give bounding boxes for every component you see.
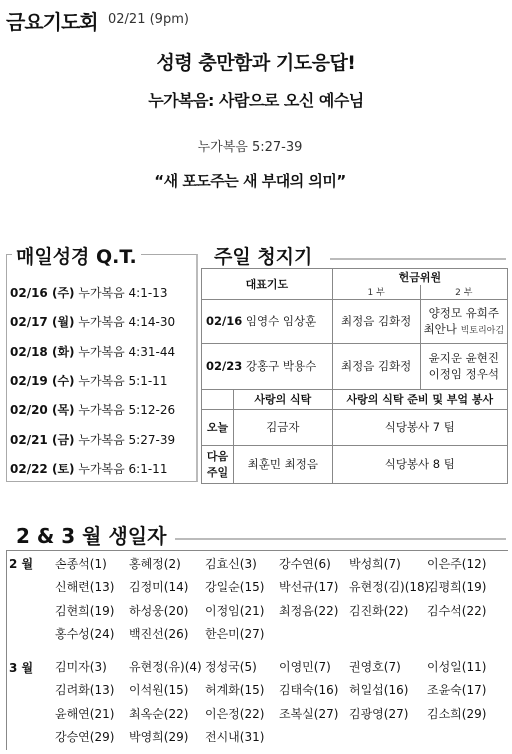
row-date: 02/23	[206, 359, 243, 373]
second-names-b: 이정임 정우석	[428, 367, 499, 381]
love-table-header: 사랑의 식탁	[234, 389, 333, 409]
birthday-name: 이석원(15)	[129, 683, 189, 698]
birthday-name: 윤해연(21)	[55, 706, 115, 721]
feb-label: 2 월	[9, 557, 34, 571]
mar-label: 3 월	[9, 661, 34, 675]
table-row	[202, 299, 333, 343]
sermon-quote: “새 포도주는 새 부대의 의미”	[154, 172, 346, 190]
divider	[175, 538, 506, 540]
birthday-name: 이정임(21)	[205, 603, 265, 618]
birthday-name: 하성웅(20)	[129, 603, 189, 618]
qt-passage: 누가복음 4:31-44	[78, 344, 176, 359]
birthday-name: 신해련(13)	[55, 580, 115, 595]
birthday-name: 조윤숙(17)	[427, 683, 487, 698]
second-service-names	[420, 343, 507, 389]
prayer-header: 대표기도	[202, 269, 333, 300]
birthday-name: 박영희(29)	[129, 729, 189, 744]
birthday-name: 김평희(19)	[427, 580, 487, 595]
birthday-name: 김태숙(16)	[279, 683, 339, 698]
qt-passage: 누가복음 5:27-39	[78, 432, 176, 447]
birthday-name: 홍혜정(2)	[129, 557, 181, 571]
empty-cell	[202, 389, 234, 409]
qt-passage: 누가복음 4:14-30	[78, 315, 176, 330]
birthday-name: 허일섭(16)	[349, 683, 409, 698]
today-name: 김금자	[234, 409, 333, 445]
birthday-name: 이성일(11)	[427, 660, 487, 674]
sermon-title: 성령 충만함과 기도응답!	[156, 52, 356, 74]
birthday-name: 김효신(3)	[205, 557, 257, 571]
birthday-name: 이영민(7)	[279, 660, 331, 674]
birthday-name: 유현정(유)(4)	[129, 660, 202, 674]
birthday-name: 허계화(15)	[205, 683, 265, 698]
birthday-name: 김려화(13)	[55, 683, 115, 698]
qt-passage: 누가복음 5:12-26	[78, 403, 176, 418]
birthday-name: 김소희(29)	[427, 706, 487, 721]
birthday-name: 김미자(3)	[55, 660, 107, 674]
next-name: 최훈민 최정음	[234, 445, 333, 483]
birthday-name: 권영호(7)	[349, 660, 401, 674]
birthday-name: 김진화(22)	[349, 603, 409, 618]
next-sunday-label	[202, 445, 234, 483]
birthday-name: 홍수성(24)	[55, 626, 115, 641]
qt-passage: 누가복음 5:1-11	[78, 373, 168, 388]
second-names-a: 양정모 유희주	[428, 306, 499, 320]
page-title: 금요기도회	[6, 10, 98, 34]
qt-row	[10, 313, 175, 330]
birthday-title: 2 & 3 월 생일자	[16, 524, 167, 548]
second-service-names	[420, 299, 507, 343]
birthday-name: 김현희(19)	[55, 603, 115, 618]
birthday-name: 한은미(27)	[205, 626, 265, 641]
birthday-name: 박선규(17)	[279, 580, 339, 595]
birthday-name: 손종석(1)	[55, 557, 107, 571]
birthday-name: 전시내(31)	[205, 729, 265, 744]
prayer-names: 임영수 임상훈	[245, 314, 317, 328]
first-service-names: 최정음 김화정	[332, 299, 420, 343]
qt-row	[10, 401, 175, 418]
birthday-name: 최정음(22)	[279, 603, 339, 618]
qt-row	[10, 372, 167, 389]
birthday-name: 유현정(김)(18)	[349, 580, 430, 595]
birthday-name: 조복실(27)	[279, 706, 339, 721]
qt-title: 매일성경 Q.T.	[12, 242, 141, 269]
qt-passage: 누가복음 6:1-11	[78, 461, 168, 476]
next-label-b: 주일	[206, 466, 229, 479]
qt-date: 02/20 (목)	[10, 403, 75, 418]
birthday-name: 박성희(7)	[349, 557, 401, 571]
qt-date: 02/18 (화)	[10, 344, 75, 359]
birthday-name: 이은정(22)	[205, 706, 265, 721]
birthday-name: 김정미(14)	[129, 580, 189, 595]
birthday-name: 김수석(22)	[427, 603, 487, 618]
second-service-label: 2 부	[420, 285, 507, 299]
birthday-box	[6, 550, 508, 750]
sermon-series: 누가복음: 사람으로 오신 예수님	[148, 91, 364, 110]
qt-row	[10, 460, 167, 477]
first-service-names: 최정음 김화정	[332, 343, 420, 389]
row-date: 02/16	[206, 314, 243, 328]
next-label-a: 다음	[206, 450, 229, 463]
qt-date: 02/19 (수)	[10, 373, 75, 388]
prayer-names: 강홍구 박용수	[245, 359, 317, 373]
divider	[330, 258, 506, 260]
service-date: 02/21 (9pm)	[108, 12, 189, 27]
first-service-label: 1 부	[332, 285, 420, 299]
birthday-name: 김광영(27)	[349, 706, 409, 721]
qt-row	[10, 343, 175, 360]
birthday-name: 강일순(15)	[205, 580, 265, 595]
birthday-name: 강수연(6)	[279, 557, 331, 571]
qt-date: 02/21 (금)	[10, 432, 75, 447]
birthday-name: 백진선(26)	[129, 626, 189, 641]
scripture-reference: 누가복음 5:27-39	[197, 140, 303, 155]
second-names-note: 빅토리아김	[460, 326, 505, 336]
sunday-title: 주일 청지기	[210, 242, 316, 269]
today-team: 식당봉사 7 팀	[332, 409, 507, 445]
qt-date: 02/22 (토)	[10, 461, 75, 476]
qt-row	[10, 284, 167, 301]
kitchen-header: 사랑의 식탁 준비 및 부엌 봉사	[332, 389, 507, 409]
birthday-name: 이은주(12)	[427, 557, 487, 571]
qt-date: 02/16 (주)	[10, 286, 75, 300]
qt-row	[10, 431, 175, 448]
qt-passage: 누가복음 4:1-13	[78, 286, 168, 300]
birthday-name: 정성국(5)	[205, 660, 257, 674]
birthday-name: 강승연(29)	[55, 729, 115, 744]
table-row	[202, 343, 333, 389]
second-names-b: 최안나	[423, 322, 457, 336]
second-names-a: 윤지운 윤현진	[428, 351, 499, 365]
birthday-name: 최옥순(22)	[129, 706, 189, 721]
qt-date: 02/17 (월)	[10, 315, 75, 330]
offering-header: 헌금위원	[332, 269, 507, 286]
today-label: 오늘	[202, 409, 234, 445]
next-team: 식당봉사 8 팀	[332, 445, 507, 483]
sunday-table	[201, 268, 508, 484]
